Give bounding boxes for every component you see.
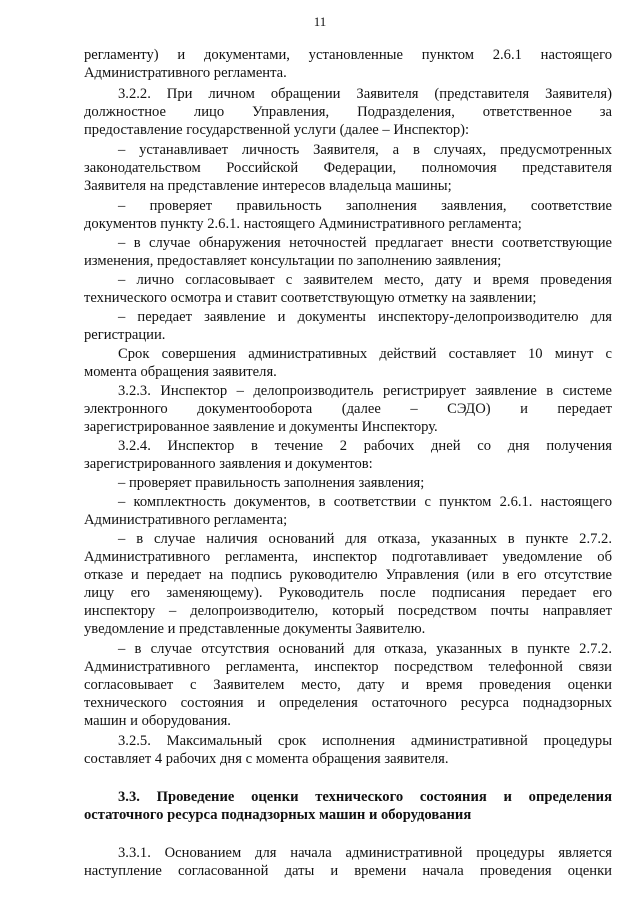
text-line: – в случае отсутствия оснований для отказа, указанных в пункте 2.7.2. xyxy=(118,641,612,657)
text-line: технического осмотра и ставит соответствующую отметку на заявлении; xyxy=(84,290,537,306)
text-line: технического состояния и определения остаточного ресурса поднадзорных xyxy=(84,695,612,711)
text-line: – передает заявление и документы инспектору-делопроизводителю для xyxy=(118,309,612,325)
text-line: составляет 4 рабочих дня с момента обращения заявителя. xyxy=(84,751,449,767)
text-line: – лично согласовывает с заявителем место, дату и время проведения xyxy=(118,272,612,288)
text-line: – в случае наличия оснований для отказа, указанных в пункте 2.7.2. xyxy=(118,531,612,547)
text-line: – проверяет правильность заполнения заявления; xyxy=(118,475,425,491)
text-line: момента обращения заявителя. xyxy=(84,364,277,380)
text-line: изменения, предоставляет консультации по заполнению заявления; xyxy=(84,253,502,269)
text-line: должностное лицо Управления, Подразделения, ответственное за xyxy=(84,104,612,120)
text-line: инспектору – делопроизводителю, который посредством почты направляет xyxy=(84,603,612,619)
text-line: Административного регламента, инспектор посредством телефонной связи xyxy=(84,659,612,675)
text-line: согласовывает с Заявителем место, дату и время проведения оценки xyxy=(84,677,612,693)
text-line: 3.2.5. Максимальный срок исполнения административной процедуры xyxy=(118,733,612,749)
text-line: – проверяет правильность заполнения заявления, соответствие xyxy=(118,198,612,214)
section-heading: 3.3. Проведение оценки технического состояния и определения xyxy=(118,789,612,805)
text-line: отказе и передает на подпись руководителю Управления (или в его отсутствие xyxy=(84,567,612,583)
text-line: 3.2.2. При личном обращении Заявителя (представителя Заявителя) xyxy=(118,86,612,102)
text-line: уведомление и представленные документы Заявителю. xyxy=(84,621,426,637)
text-line: зарегистрированное заявление и документы Инспектору. xyxy=(84,419,438,435)
text-line: зарегистрированного заявления и документов: xyxy=(84,456,373,472)
text-line: лицу его заменяющему). Руководитель после подписания передает его xyxy=(84,585,612,601)
page-number: 11 xyxy=(313,14,327,29)
text-line: Заявителя на представление интересов владельца машины; xyxy=(84,178,452,194)
text-line: Срок совершения административных действий составляет 10 минут с xyxy=(118,346,612,362)
text-line: – комплектность документов, в соответствии с пунктом 2.6.1. настоящего xyxy=(118,494,612,510)
text-line: электронного документооборота (далее – СЭДО) и передает xyxy=(84,401,612,417)
text-line: Административного регламента; xyxy=(84,512,288,528)
text-line: предоставление государственной услуги (далее – Инспектор): xyxy=(84,122,470,138)
text-line: 3.3.1. Основанием для начала административной процедуры является xyxy=(118,845,612,861)
text-line: – в случае обнаружения неточностей предлагает внести соответствующие xyxy=(118,235,612,251)
text-line: – устанавливает личность Заявителя, а в случаях, предусмотренных xyxy=(118,142,612,158)
text-line: Административного регламента, инспектор подготавливает уведомление об xyxy=(84,549,612,565)
section-heading: остаточного ресурса поднадзорных машин и оборудования xyxy=(84,807,472,823)
text-line: наступление согласованной даты и времени начала проведения оценки xyxy=(84,863,612,879)
text-line: документов пункту 2.6.1. настоящего Административного регламента; xyxy=(84,216,522,232)
text-line: Административного регламента. xyxy=(84,65,287,81)
text-line: законодательством Российской Федерации, полномочия представителя xyxy=(84,160,612,176)
text-line: машин и оборудования. xyxy=(84,713,231,729)
text-line: регистрации. xyxy=(84,327,166,343)
text-line: 3.2.3. Инспектор – делопроизводитель регистрирует заявление в системе xyxy=(118,383,612,399)
text-line: 3.2.4. Инспектор в течение 2 рабочих дней со дня получения xyxy=(118,438,612,454)
text-line: регламенту) и документами, установленные пунктом 2.6.1 настоящего xyxy=(84,47,612,63)
